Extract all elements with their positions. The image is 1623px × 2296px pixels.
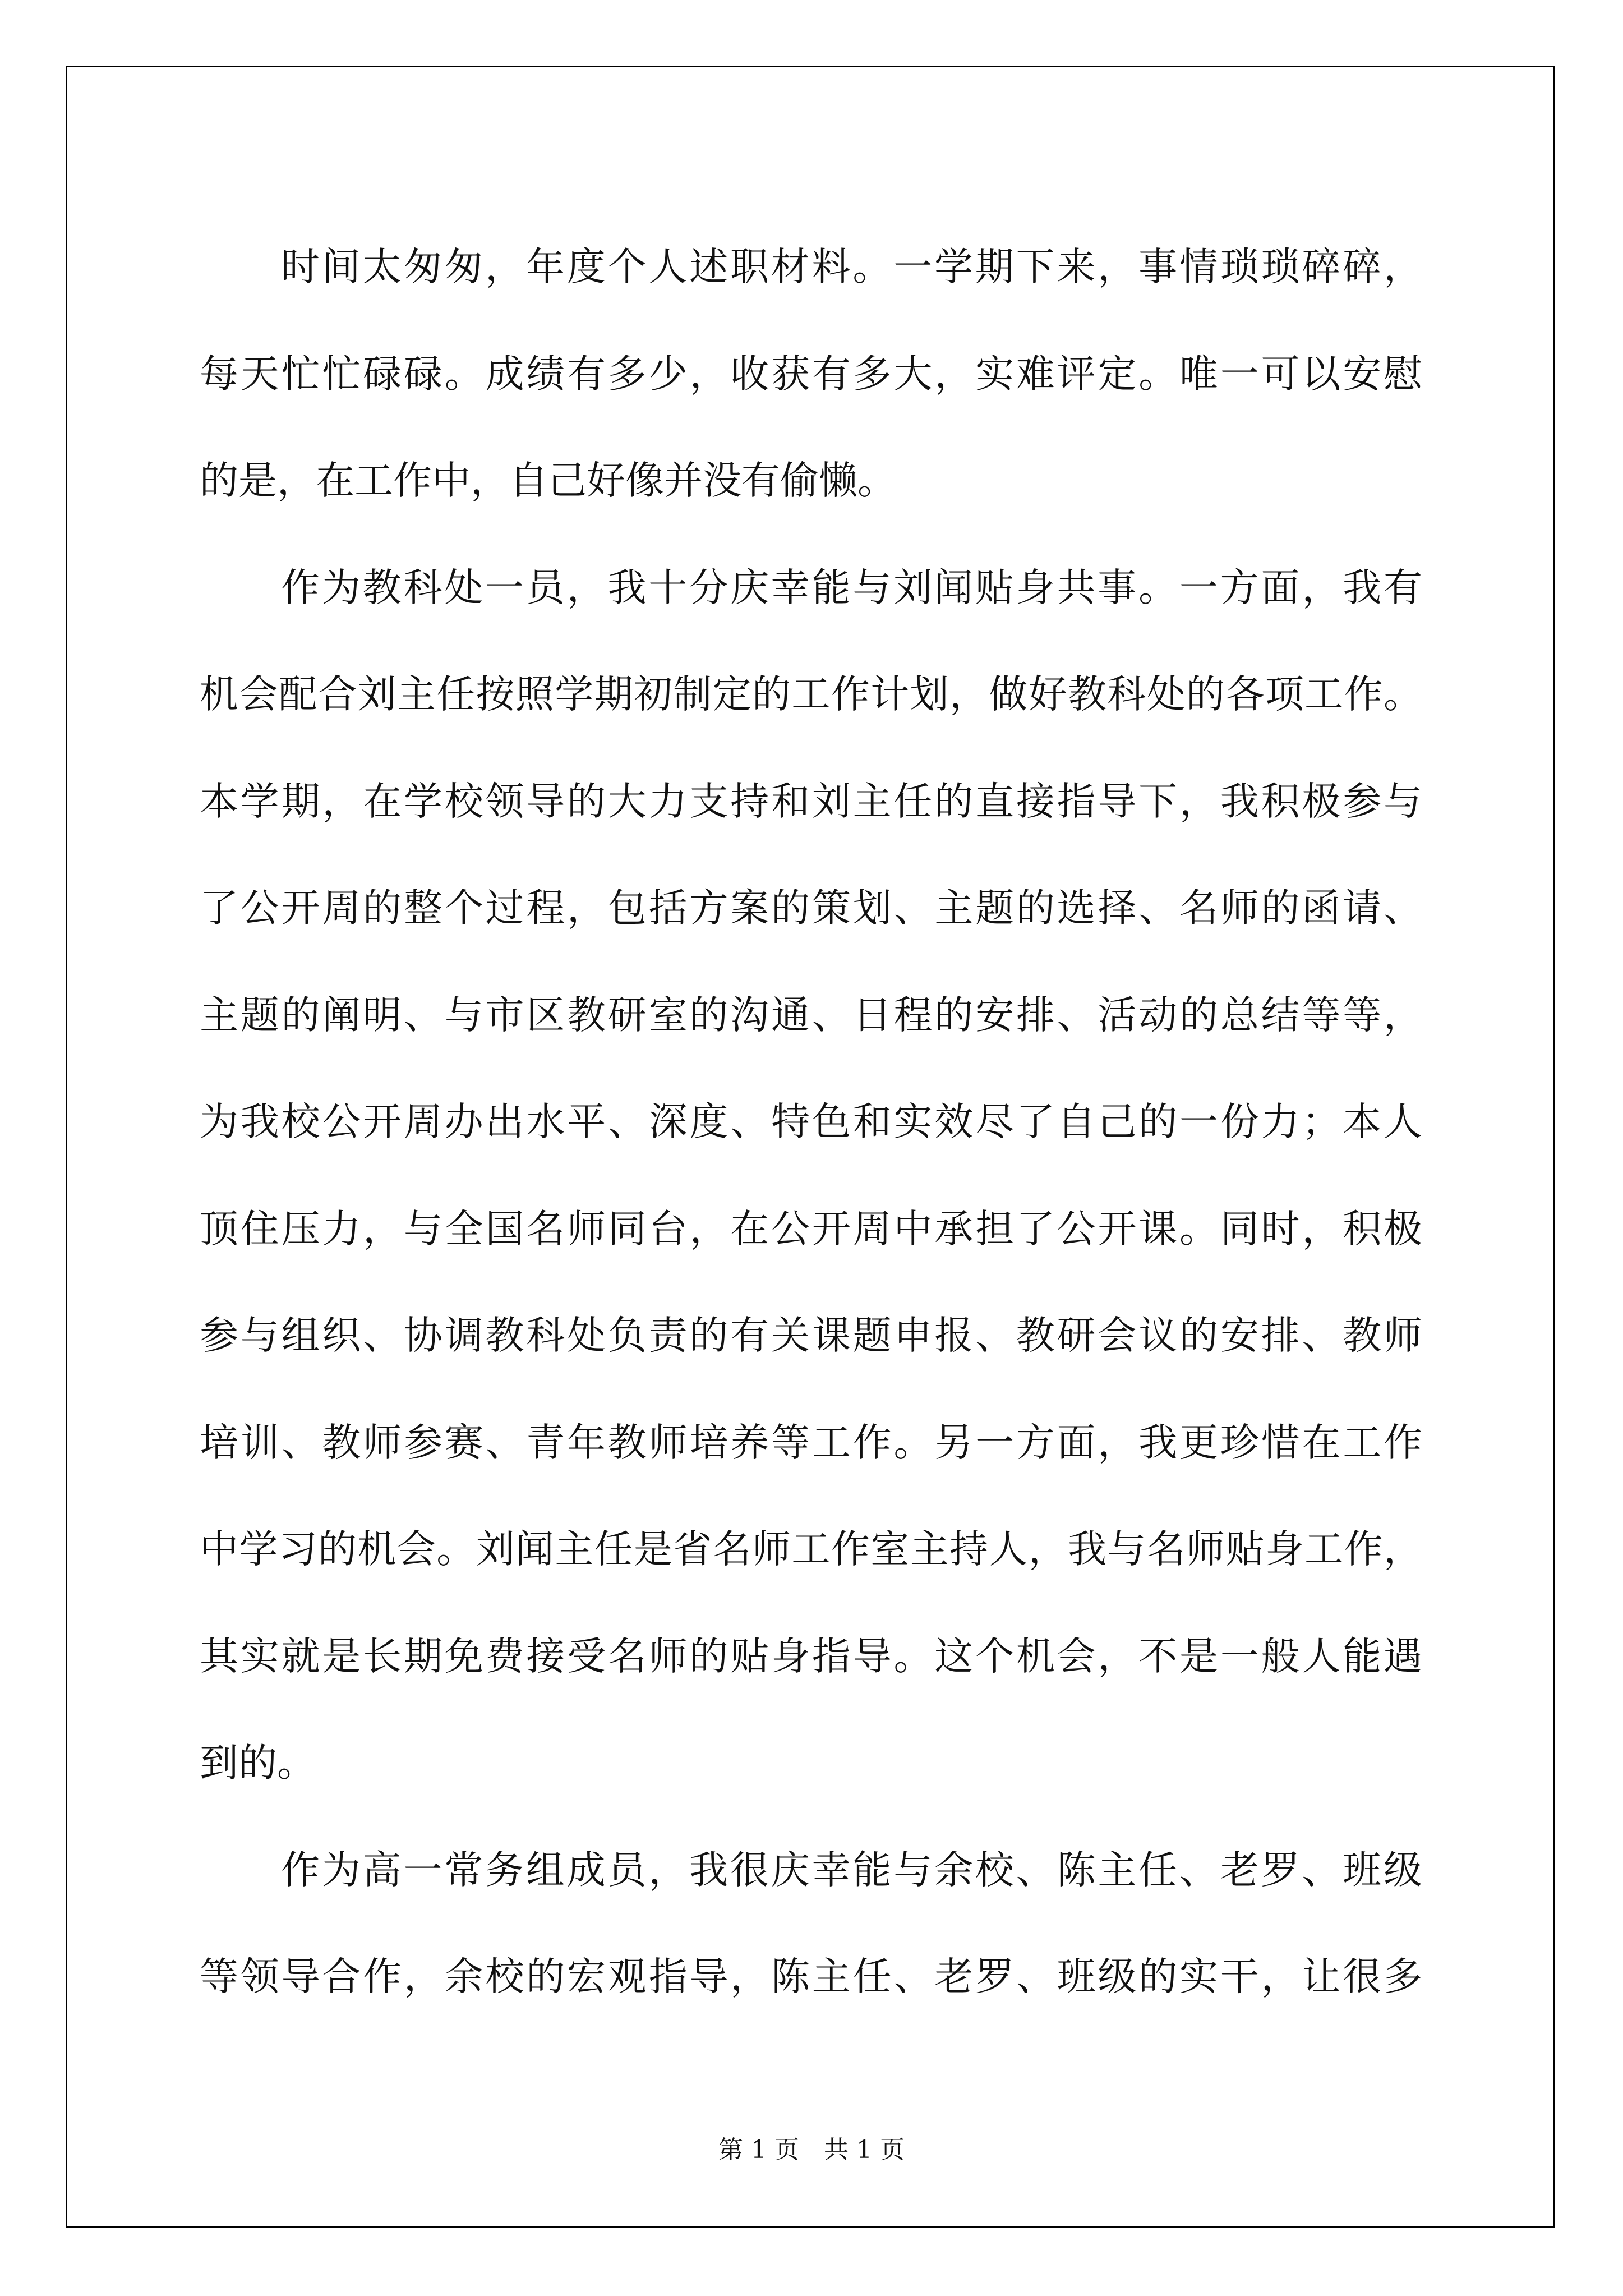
paragraph-2-line-11: 其实就是长期免费接受名师的贴身指导。这个机会，不是一般人能遇 <box>200 1634 1422 1679</box>
paragraph-2-line-7: 顶住压力，与全国名师同台，在公开周中承担了公开课。同时，积极 <box>200 1206 1422 1251</box>
paragraph-2-line-4: 了公开周的整个过程，包括方案的策划、主题的选择、名师的函请、 <box>200 886 1422 931</box>
paragraph-1-line-2: 每天忙忙碌碌。成绩有多少，收获有多大，实难评定。唯一可以安慰 <box>200 351 1422 397</box>
paragraph-2-line-9: 培训、教师参赛、青年教师培养等工作。另一方面，我更珍惜在工作 <box>200 1420 1422 1465</box>
paragraph-1-line-1: 时间太匆匆，年度个人述职材料。一学期下来，事情琐琐碎碎， <box>281 245 1422 289</box>
paragraph-2-line-12: 到的。 <box>200 1741 316 1786</box>
paragraph-3-line-2: 等领导合作，余校的宏观指导，陈主任、老罗、班级的实干，让很多 <box>200 1954 1422 1999</box>
paragraph-3-line-1: 作为高一常务组成员，我很庆幸能与余校、陈主任、老罗、班级 <box>281 1847 1422 1893</box>
page-number-footer: 第 1 页 共 1 页 <box>718 2136 905 2164</box>
paragraph-1-line-3: 的是，在工作中，自己好像并没有偷懒。 <box>200 458 896 503</box>
document-body <box>200 214 1422 2031</box>
paragraph-2-line-3: 本学期，在学校领导的大力支持和刘主任的直接指导下，我积极参与 <box>200 779 1422 824</box>
paragraph-2-line-10: 中学习的机会。刘闻主任是省名师工作室主持人，我与名师贴身工作， <box>200 1527 1422 1572</box>
paragraph-2-line-6: 为我校公开周办出水平、深度、特色和实效尽了自己的一份力；本人 <box>200 1099 1422 1144</box>
paragraph-2-line-1: 作为教科处一员，我十分庆幸能与刘闻贴身共事。一方面，我有 <box>281 565 1422 610</box>
paragraph-2-line-5: 主题的阐明、与市区教研室的沟通、日程的安排、活动的总结等等， <box>200 992 1422 1038</box>
paragraph-2-line-8: 参与组织、协调教科处负责的有关课题申报、教研会议的安排、教师 <box>200 1313 1422 1358</box>
paragraph-2-line-2: 机会配合刘主任按照学期初制定的工作计划，做好教科处的各项工作。 <box>200 672 1422 717</box>
